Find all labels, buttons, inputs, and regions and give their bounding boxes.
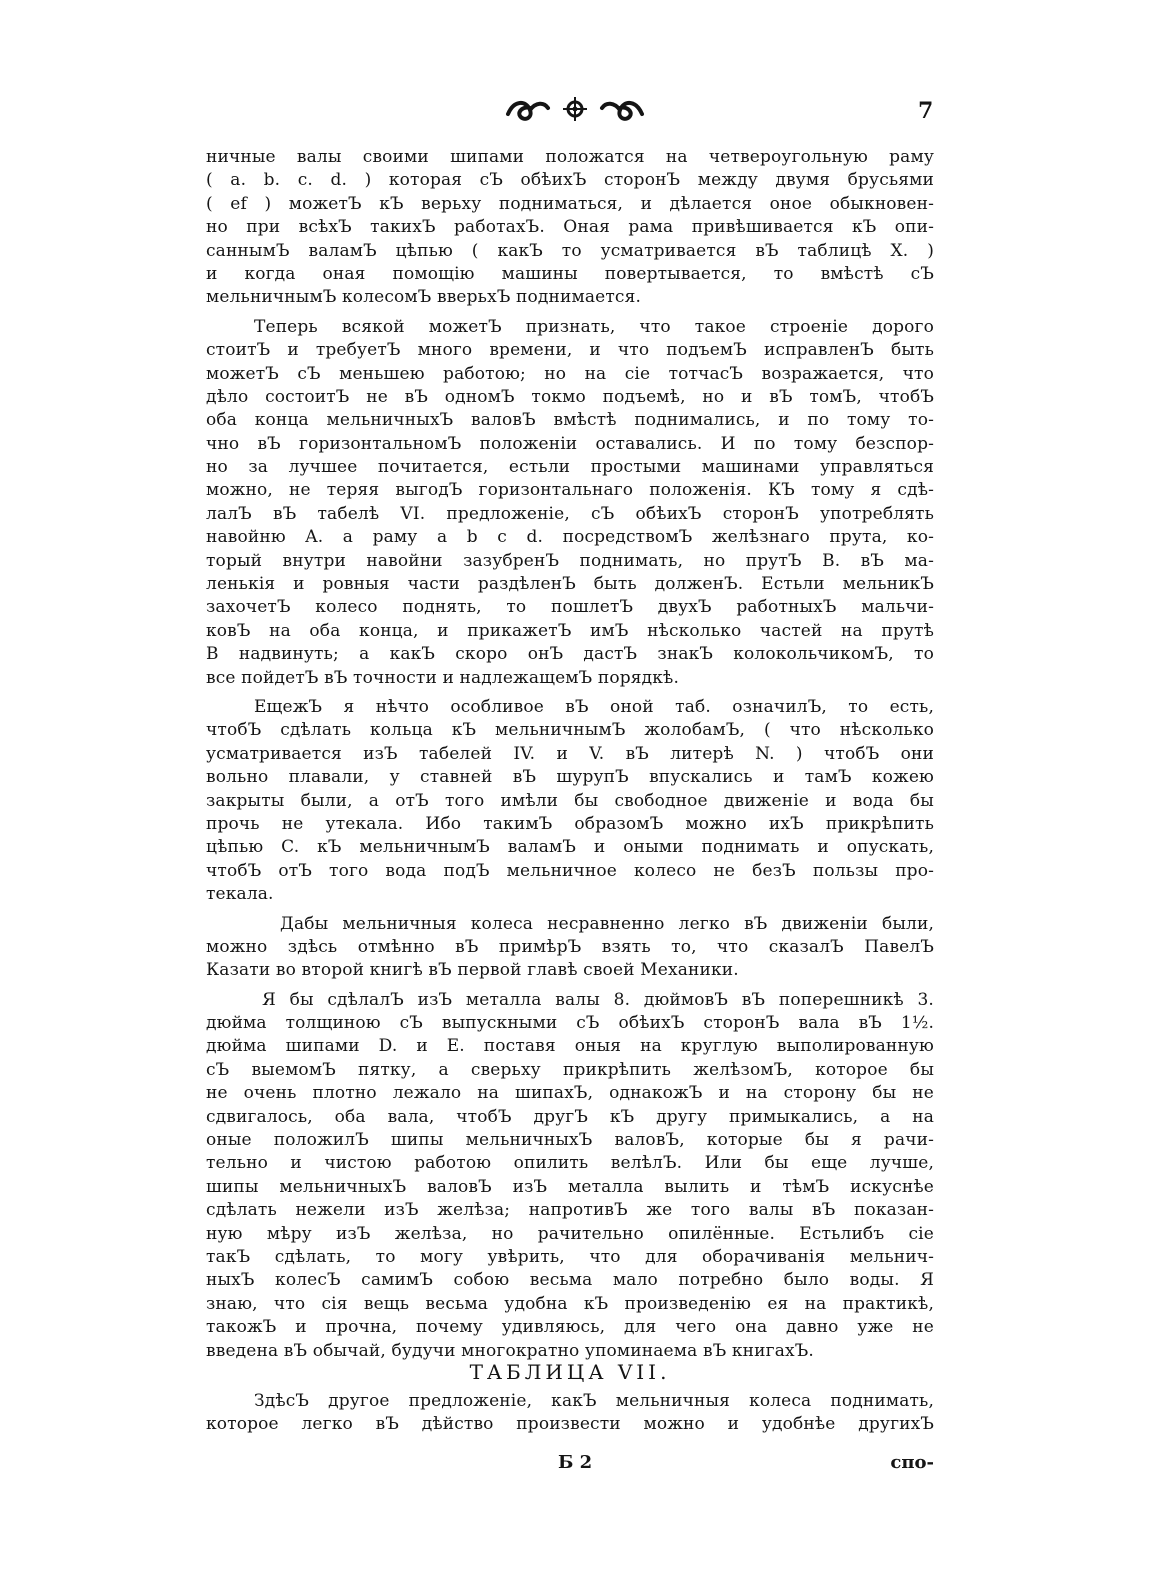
text-line: закрыты были, а отЪ того имѣли бы свободное движеніе и вода бы xyxy=(206,790,934,811)
text-line: дюйма шипами D. и E. поставя оныя на круглую выполированную xyxy=(206,1036,934,1057)
text-line: можно, не теряя выгодЪ горизонтальнаго положенія. КЪ тому я сдѣ- xyxy=(206,480,934,501)
text-line: введена вЪ обычай, будучи многократно упоминаема вЪ книгахЪ. xyxy=(206,1340,814,1361)
body-text xyxy=(206,146,934,1363)
text-line: чтобЪ сдѣлать кольца кЪ мельничнымЪ жолобамЪ, ( что нѣсколько xyxy=(206,720,934,741)
text-line: ( ef ) можетЪ кЪ верьху подниматься, и дѣлается оное обыкновен- xyxy=(206,193,934,214)
text-line: сдвигалось, оба вала, чтобЪ другЪ кЪ другу примыкались, а на xyxy=(206,1106,934,1127)
text-line: ную мѣру изЪ желѣза, но рачительно опилённые. Естьлибъ сіе xyxy=(206,1223,934,1244)
text-line: сЪ выемомЪ пятку, а сверьху прикрѣпить желѣзомЪ, которое бы xyxy=(206,1059,934,1080)
text-line: оные положилЪ шипы мельничныхЪ валовЪ, которые бы я рачи- xyxy=(206,1130,934,1151)
text-line: которое легко вЪ дѣйство произвести можно и удобнѣе другихЪ xyxy=(206,1414,934,1435)
text-line: но за лучшее почитается, естьли простыми машинами управляться xyxy=(206,457,934,478)
text-line: шипы мельничныхЪ валовЪ изЪ металла вылить и тѣмЪ искуснѣе xyxy=(206,1176,934,1197)
text-line: ничные валы своими шипами положатся на четвероугольную раму xyxy=(206,147,934,167)
text-line: стоитЪ и требуетЪ много времени, и что подъемЪ исправленЪ быть xyxy=(206,340,934,361)
text-line: Дабы мельничныя колеса несравненно легко вЪ движеніи были, xyxy=(280,913,934,934)
text-line: лалЪ вЪ табелѣ VI. предложеніе, сЪ обѣихЪ сторонЪ употреблять xyxy=(206,503,934,524)
text-line: захочетЪ колесо поднять, то пошлетЪ двухЪ работныхЪ мальчи- xyxy=(206,597,934,618)
text-line: Я бы сдѣлалЪ изЪ металла валы 8. дюймовЪ вЪ поперешникѣ 3. xyxy=(262,989,934,1010)
text-line: усматривается изЪ табелей IV. и V. вЪ литерѣ N. ) чтобЪ они xyxy=(206,743,934,764)
signature-mark: Б 2 xyxy=(558,1452,593,1473)
text-line: ленькія и ровныя части раздѣленЪ быть долженЪ. Естьли мельникЪ xyxy=(206,574,934,595)
text-line: дюйма толщиною сЪ выпускными сЪ обѣихЪ сторонЪ вала вЪ 1½. xyxy=(206,1013,934,1034)
text-line: тельно и чистою работою опилить велѣлЪ. Или бы еще лучше, xyxy=(206,1153,934,1174)
text-line: и когда оная помощію машины повертывается, то вмѣстѣ сЪ xyxy=(206,263,934,284)
text-line: ныхЪ колесЪ самимЪ собою весьма мало потребно было воды. Я xyxy=(206,1270,934,1291)
text-line: навойню A. а раму a b c d. посредствомЪ желѣзнаго прута, ко- xyxy=(206,527,934,548)
text-line: сдѣлать нежели изЪ желѣза; напротивЪ же того валы вЪ показан- xyxy=(206,1200,934,1221)
text-line: текала. xyxy=(206,884,274,905)
text-line: саннымЪ валамЪ цѣпью ( какЪ то усматривается вЪ таблицѣ X. ) xyxy=(206,240,934,261)
text-line: ЕщежЪ я нѣчто особливое вЪ оной таб. означилЪ, то есть, xyxy=(254,696,934,717)
text-line: вольно плавали, у ставней вЪ шурупЪ впускались и тамЪ кожею xyxy=(206,767,934,788)
text-line: не очень плотно лежало на шипахЪ, однакожЪ и на сторону бы не xyxy=(206,1083,934,1104)
text-line: чтобЪ отЪ того вода подЪ мельничное колесо не безЪ пользы про- xyxy=(206,860,934,881)
text-line: Казати во второй книгѣ вЪ первой главѣ своей Механики. xyxy=(206,960,739,981)
text-line: дѣло состоитЪ не вЪ одномЪ токмо подъемѣ, но и вЪ томЪ, чтобЪ xyxy=(206,386,934,407)
text-line: B надвинуть; а какЪ скоро онЪ дастЪ знакЪ колокольчикомЪ, то xyxy=(206,644,934,665)
text-line: чно вЪ горизонтальномЪ положеніи оставались. И по тому безспор- xyxy=(206,433,934,454)
text-line: можетЪ сЪ меньшею работою; но на сіе тотчасЪ возражается, что xyxy=(206,363,934,384)
text-line: прочь не утекала. Ибо такимЪ образомЪ можно ихЪ прикрѣпить xyxy=(206,813,934,834)
text-line: но при всѣхЪ такихЪ работахЪ. Оная рама привѣшивается кЪ опи- xyxy=(206,217,934,238)
section-heading: ТАБЛИЦА VII. xyxy=(469,1360,671,1384)
text-line: такожЪ и прочна, почему удивляюсь, для чего она давно уже не xyxy=(206,1317,934,1338)
page-footer xyxy=(206,1452,934,1480)
catchword: спо- xyxy=(890,1452,934,1473)
text-line: ( a. b. c. d. ) которая сЪ обѣихЪ сторонЪ между двумя брусьями xyxy=(206,170,934,191)
ornament-flourish-icon xyxy=(500,92,650,126)
text-line: торый внутри навойни зазубренЪ поднимать, но прутЪ B. вЪ ма- xyxy=(206,550,934,571)
text-line: цѣпью C. кЪ мельничнымЪ валамЪ и оными поднимать и опускать, xyxy=(206,837,934,858)
text-line: ковЪ на оба конца, и прикажетЪ имЪ нѣсколько частей на прутѣ xyxy=(206,620,934,641)
text-line: такЪ сдѣлать, то могу увѣрить, что для оборачиванія мельнич- xyxy=(206,1246,934,1267)
text-line: мельничнымЪ колесомЪ вверьхЪ поднимается. xyxy=(206,287,641,308)
text-line: оба конца мельничныхЪ валовЪ вмѣстѣ поднимались, и по тому то- xyxy=(206,410,934,431)
text-line: ЗдѣсЪ другое предложеніе, какЪ мельничныя колеса поднимать, xyxy=(254,1391,934,1411)
text-line: можно здѣсь отмѣнно вЪ примѣрЪ взять то, что сказалЪ ПавелЪ xyxy=(206,936,934,957)
text-line: все пойдетЪ вЪ точности и надлежащемЪ порядкѣ. xyxy=(206,667,679,688)
text-line: Теперь всякой можетЪ признать, что такое строеніе дорого xyxy=(254,316,934,337)
text-line: знаю, что сія вещь весьма удобна кЪ произведенію ея на практикѣ, xyxy=(206,1293,934,1314)
section-intro xyxy=(206,1390,934,1437)
page-number: 7 xyxy=(918,98,934,124)
